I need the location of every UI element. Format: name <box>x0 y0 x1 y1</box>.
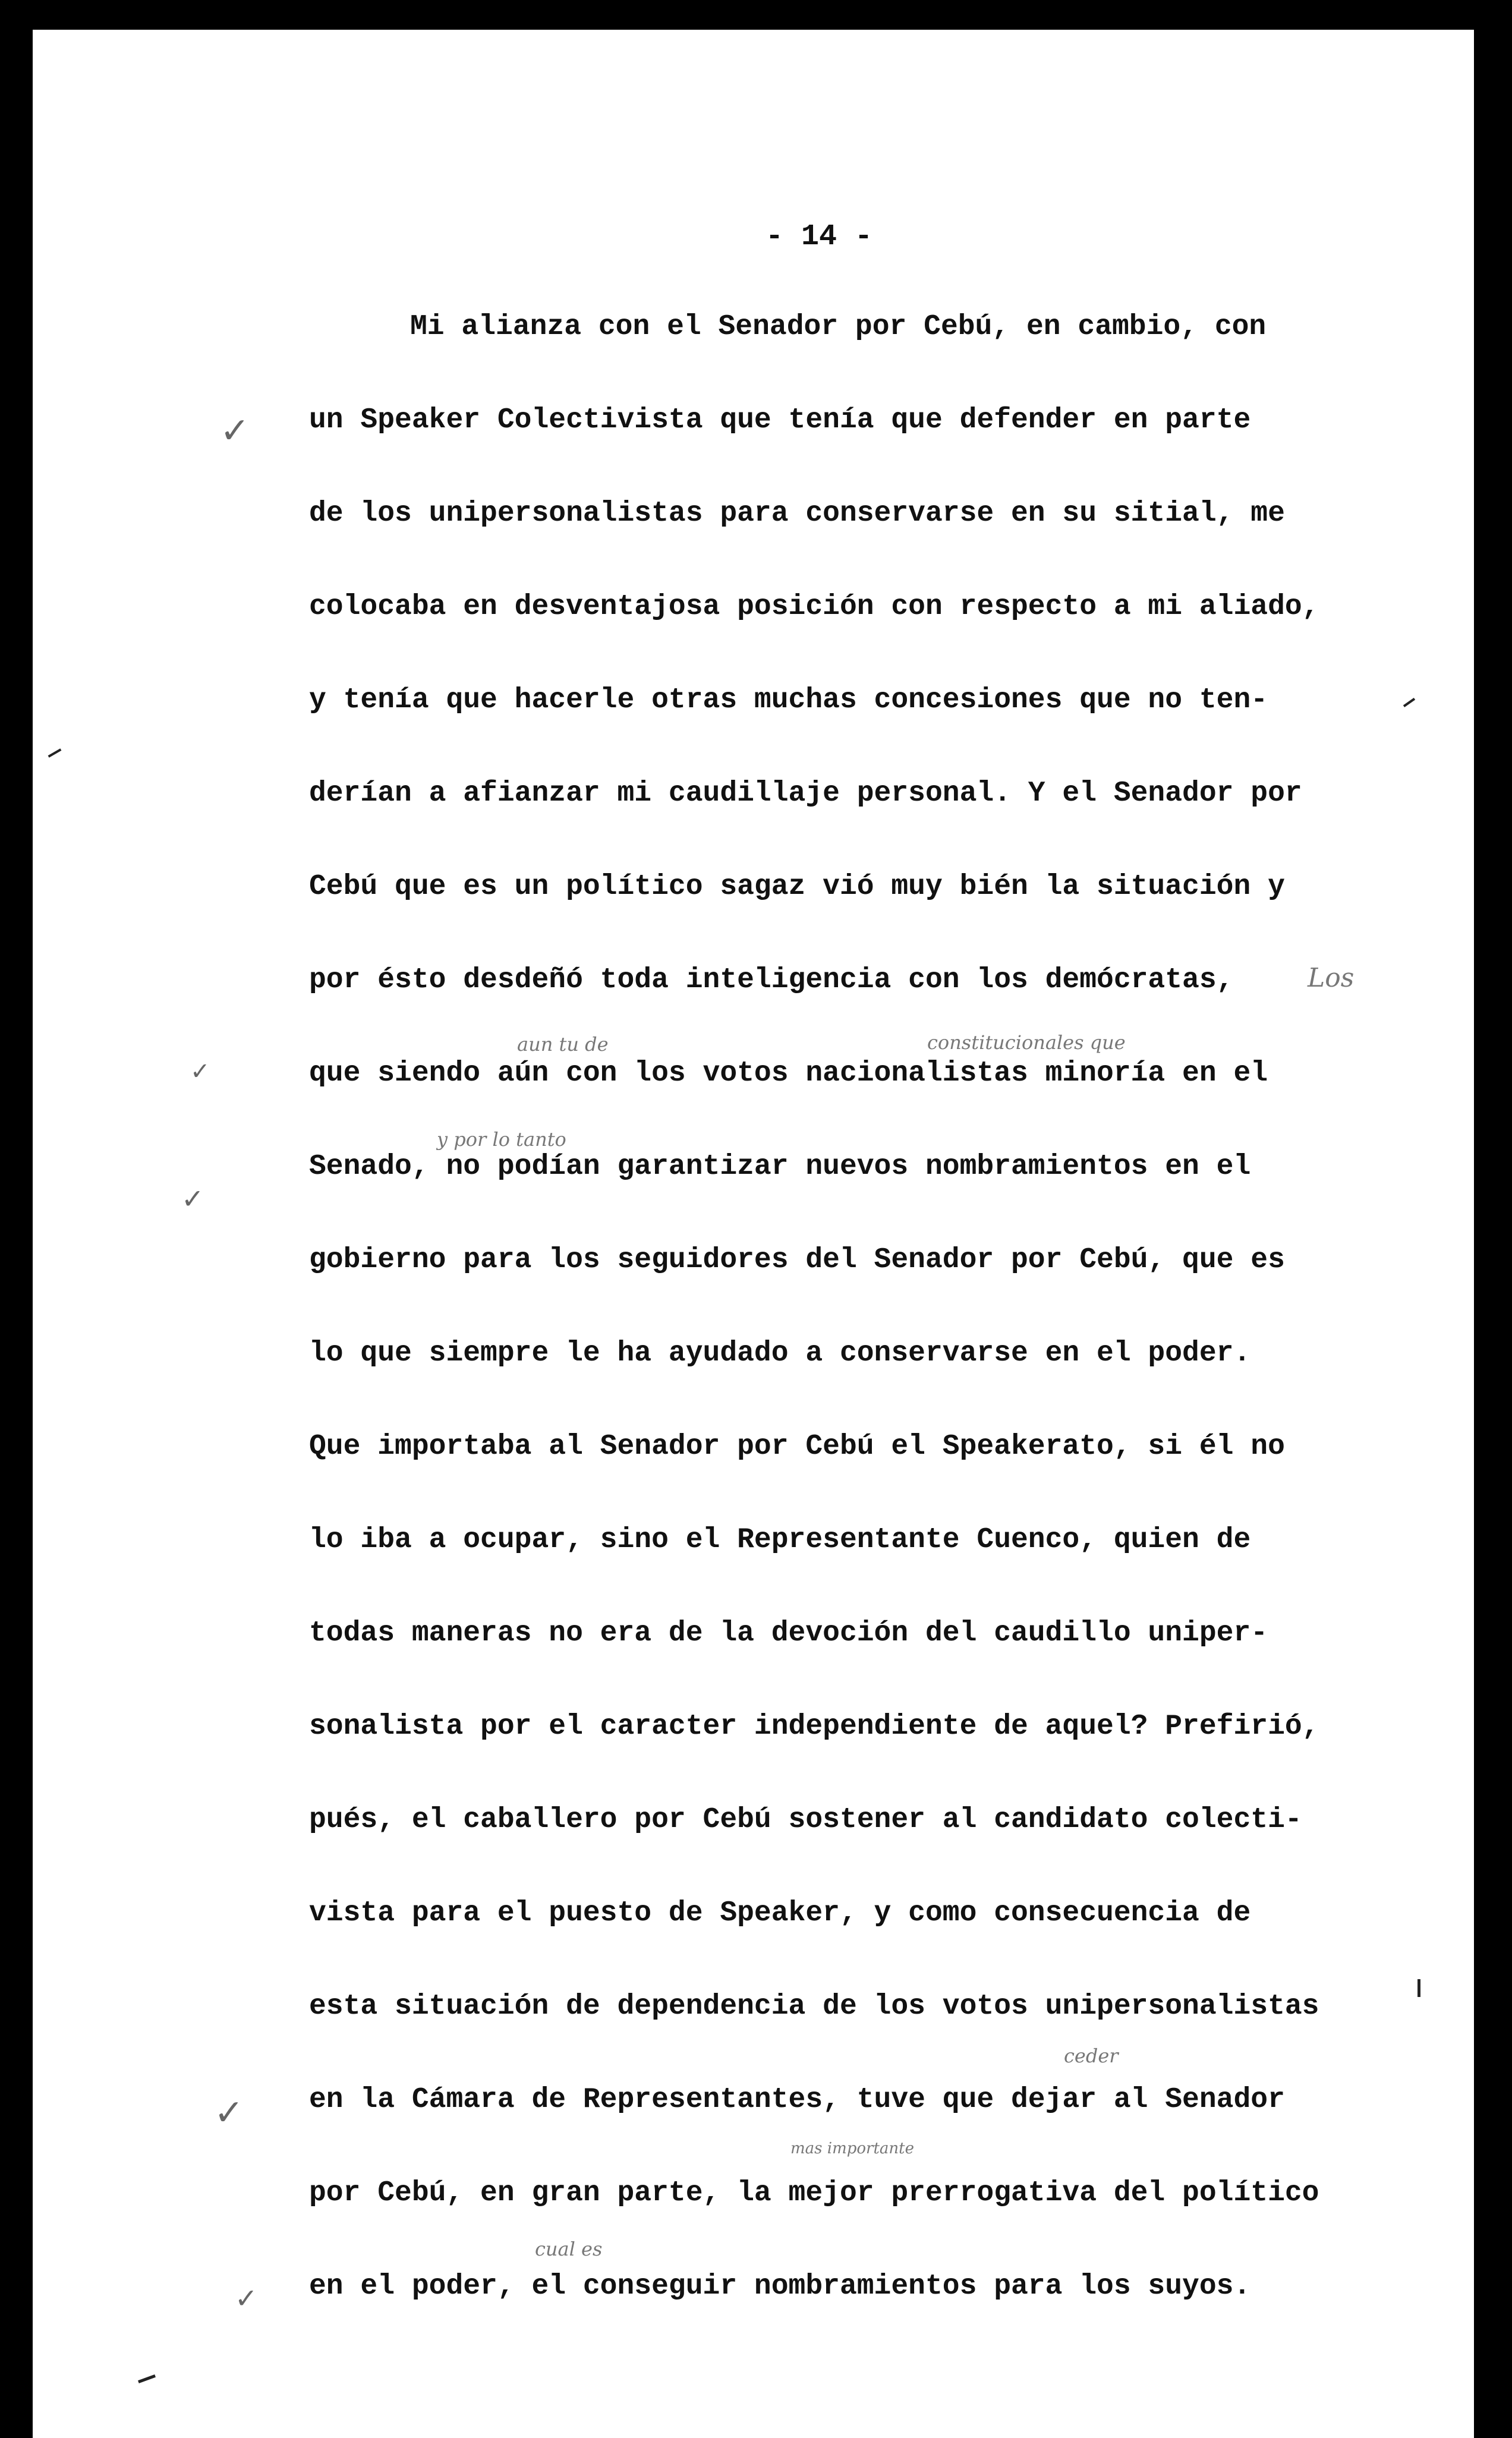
text-line-18: vista para el puesto de Speaker, y como consecuencia de <box>309 1897 1251 1929</box>
check-mark-icon: ✓ <box>214 2092 244 2134</box>
text-line-1: Mi alianza con el Senador por Cebú, en cambio, con <box>410 311 1267 343</box>
text-line-2: un Speaker Colectivista que tenía que defender en parte <box>309 404 1251 436</box>
text-line-16: sonalista por el caracter independiente de aquel? Prefirió, <box>309 1711 1319 1743</box>
check-mark-icon: ✓ <box>220 410 250 452</box>
text-line-4: colocaba en desventajosa posición con respecto a mi aliado, <box>309 591 1319 623</box>
pen-mark <box>1418 1979 1420 1997</box>
text-line-11: gobierno para los seguidores del Senador por Cebú, que es <box>309 1244 1285 1276</box>
annotation-senado: y por lo tanto <box>437 1128 566 1151</box>
annotation-margin-right: Los <box>1308 963 1354 993</box>
text-line-12: lo que siempre le ha ayudado a conservarse en el poder. <box>309 1337 1251 1369</box>
annotation-ceder: ceder <box>1064 2045 1119 2067</box>
text-line-15: todas maneras no era de la devoción del caudillo uniper- <box>309 1617 1268 1649</box>
text-line-20: en la Cámara de Representantes, tuve que dejar al Senador <box>309 2084 1285 2116</box>
annotation-cual-es: cual es <box>535 2238 603 2260</box>
text-line-19: esta situación de dependencia de los votos unipersonalistas <box>309 1990 1319 2023</box>
text-line-22: en el poder, el conseguir nombramientos para los suyos. <box>309 2270 1251 2302</box>
annotation-siendo: aun tu de <box>517 1033 609 1056</box>
check-mark-icon: ✓ <box>181 1183 204 1215</box>
text-line-5: y tenía que hacerle otras muchas concesiones que no ten- <box>309 684 1268 716</box>
check-mark-icon: ✓ <box>235 2282 258 2314</box>
text-line-21: por Cebú, en gran parte, la mejor prerrogativa del político <box>309 2177 1319 2209</box>
text-line-8: por ésto desdeñó toda inteligencia con los demócratas, <box>309 964 1234 996</box>
text-line-14: lo iba a ocupar, sino el Representante Cuenco, quien de <box>309 1524 1251 1556</box>
check-mark-icon: ✓ <box>190 1058 210 1085</box>
text-line-17: pués, el caballero por Cebú sostener al candidato colecti- <box>309 1804 1302 1836</box>
annotation-constitucionales: constitucionales que <box>927 1031 1126 1054</box>
text-line-10: Senado, no podían garantizar nuevos nombramientos en el <box>309 1151 1251 1183</box>
text-line-7: Cebú que es un político sagaz vió muy bién la situación y <box>309 871 1285 903</box>
text-line-3: de los unipersonalistas para conservarse en su sitial, me <box>309 497 1285 530</box>
text-line-6: derían a afianzar mi caudillaje personal. Y el Senador por <box>309 777 1302 809</box>
typed-text-body <box>309 309 1415 2362</box>
text-line-13: Que importaba al Senador por Cebú el Speakerato, si él no <box>309 1431 1285 1463</box>
page-number: - 14 - <box>766 220 873 254</box>
text-line-9: que siendo aún con los votos nacionalistas minoría en el <box>309 1057 1268 1089</box>
annotation-mejor: mas importante <box>790 2140 914 2157</box>
